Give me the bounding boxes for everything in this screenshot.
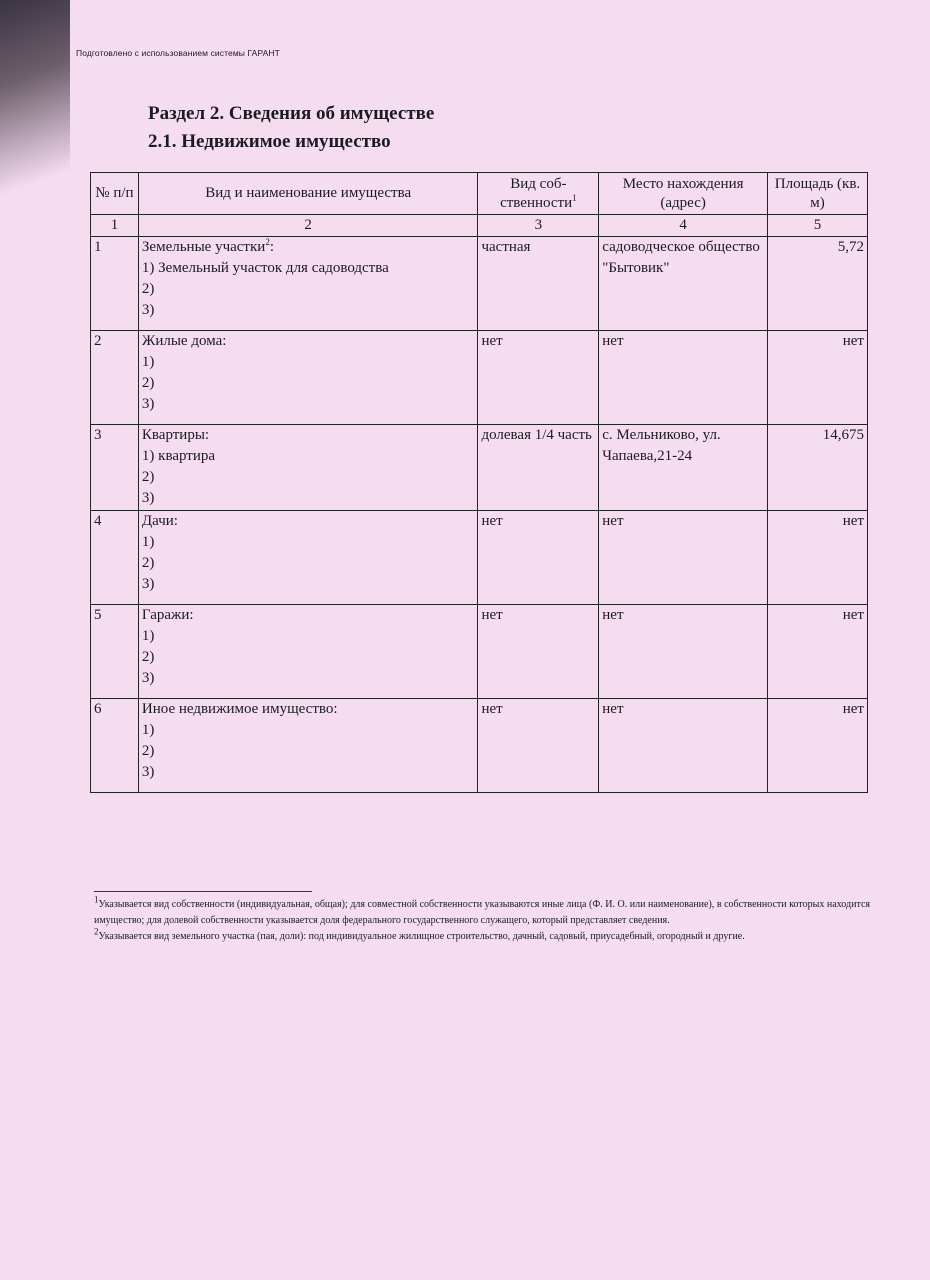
row-area: 14,675 (767, 425, 867, 511)
footnote-marker: 1 (94, 894, 99, 905)
scan-edge-shadow (0, 0, 70, 220)
row-category: Жилые дома: (141, 333, 227, 349)
row-area: нет (767, 331, 867, 425)
table-row (91, 331, 868, 425)
row-item: 2) (141, 555, 155, 571)
row-item: 2) (141, 649, 155, 665)
row-item: 1) (141, 722, 155, 738)
row-num: 6 (91, 699, 139, 793)
table-row (91, 699, 868, 793)
row-category: Дачи: (141, 513, 178, 529)
category-suffix: : (269, 239, 274, 255)
row-property (138, 605, 478, 699)
garant-header-note: Подготовлено с использованием системы ГАРАНТ (76, 48, 280, 58)
row-num: 1 (91, 237, 139, 331)
row-category: Гаражи: (141, 607, 194, 623)
row-property (138, 425, 478, 511)
row-address: нет (599, 699, 768, 793)
row-item: 1) (141, 354, 155, 370)
row-item: 2) (141, 281, 155, 297)
row-address: с. Мельниково, ул. Чапаева,21-24 (599, 425, 768, 511)
footnote-ref-2: 2 (265, 237, 270, 247)
row-property (138, 699, 478, 793)
row-area: нет (767, 699, 867, 793)
row-item: 3) (141, 396, 155, 412)
footnote-ref-1: 1 (572, 192, 577, 203)
row-category: Иное недвижимое имущество: (141, 701, 338, 717)
header-address: Место нахождения (адрес) (599, 173, 768, 215)
table-header-row (91, 173, 868, 215)
footnote-text: Указывается вид собственности (индивидуальная, общая); для совместной собственности указываются иные лица (Ф. И. О. или наименование), в собственности которых находится имущество; для долевой собственности указывается доля федерального государственного служащего, который представляет сведения. (94, 899, 870, 926)
table-row (91, 605, 868, 699)
row-item: 3) (141, 764, 155, 780)
header-name: Вид и наименование имущества (138, 173, 478, 215)
row-item: 3) (141, 576, 155, 592)
row-item: 1) (141, 628, 155, 644)
footnotes (94, 894, 870, 945)
row-item: 2) (141, 375, 155, 391)
row-item: 3) (141, 302, 155, 318)
row-ownership: нет (478, 331, 599, 425)
row-item: 2) (141, 743, 155, 759)
footnote-1 (94, 894, 870, 929)
footnote-2 (94, 926, 870, 945)
row-category (142, 237, 475, 258)
row-address: садоводческое общество "Бытовик" (599, 237, 768, 331)
row-item: 1) (141, 534, 155, 550)
row-item: 3) (141, 670, 155, 686)
col-number: 2 (138, 215, 478, 237)
footnote-divider (94, 891, 312, 892)
row-ownership: долевая 1/4 часть (478, 425, 599, 511)
row-property (138, 331, 478, 425)
table-row (91, 237, 868, 331)
subsection-title: 2.1. Недвижимое имущество (148, 131, 391, 152)
header-ownership-label: Вид соб-ственности (500, 175, 573, 211)
header-ownership (478, 173, 599, 215)
row-area: нет (767, 605, 867, 699)
row-num: 5 (91, 605, 139, 699)
col-number: 1 (91, 215, 139, 237)
col-number: 3 (478, 215, 599, 237)
section-title: Раздел 2. Сведения об имуществе (148, 103, 435, 124)
row-address: нет (599, 605, 768, 699)
row-address: нет (599, 331, 768, 425)
row-num: 4 (91, 511, 139, 605)
real-estate-table (90, 172, 868, 793)
row-ownership: нет (478, 511, 599, 605)
table-row (91, 425, 868, 511)
footnote-marker: 2 (94, 926, 99, 937)
footnote-text: Указывается вид земельного участка (пая, доли): под индивидуальное жилищное строительство, дачный, садовый, приусадебный, огородный и другие. (98, 931, 745, 942)
col-number: 5 (767, 215, 867, 237)
row-ownership: нет (478, 699, 599, 793)
row-category: Квартиры: (141, 427, 210, 443)
table-row (91, 511, 868, 605)
row-item: 2) (141, 469, 155, 485)
header-num: № п/п (91, 173, 139, 215)
row-ownership: частная (478, 237, 599, 331)
row-area: 5,72 (767, 237, 867, 331)
column-number-row (91, 215, 868, 237)
row-num: 2 (91, 331, 139, 425)
row-area: нет (767, 511, 867, 605)
row-address: нет (599, 511, 768, 605)
row-num: 3 (91, 425, 139, 511)
header-area: Площадь (кв. м) (767, 173, 867, 215)
row-property (138, 237, 478, 331)
row-property (138, 511, 478, 605)
category-label: Земельные участки (141, 239, 266, 255)
row-item: 1) Земельный участок для садоводства (141, 260, 389, 276)
row-item: 1) квартира (141, 448, 216, 464)
row-ownership: нет (478, 605, 599, 699)
col-number: 4 (599, 215, 768, 237)
row-item: 3) (141, 490, 155, 506)
